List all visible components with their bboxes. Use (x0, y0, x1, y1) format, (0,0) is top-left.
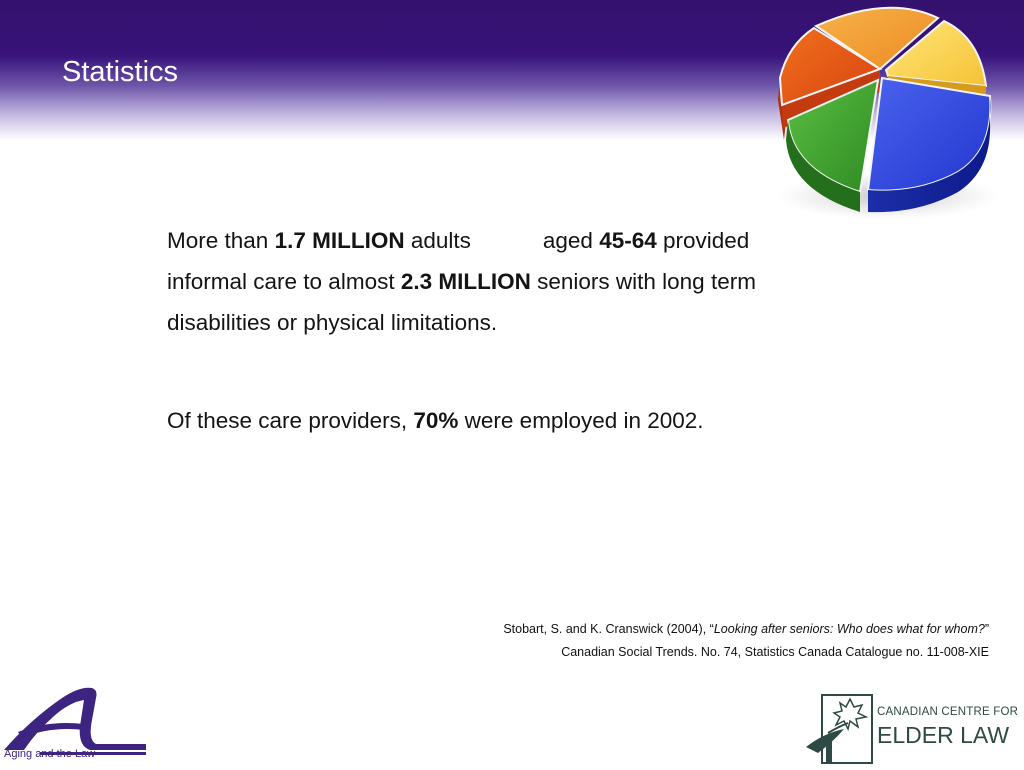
text-segment: adults (404, 228, 471, 253)
paragraph-caregivers (167, 220, 827, 343)
citation-quote-close: ” (984, 622, 989, 636)
stat-age-range: 45-64 (599, 228, 657, 253)
citation-line-2: Canadian Social Trends. No. 74, Statistics Canada Catalogue no. 11-008-XIE (561, 645, 989, 659)
citation (503, 618, 989, 664)
ccel-logo (804, 693, 1017, 765)
pie-chart-icon (768, 0, 1004, 222)
citation-title: Looking after seniors: Who does what for whom? (713, 622, 985, 636)
stat-seniors-count: 2.3 MILLION (400, 269, 531, 294)
citation-authors: Stobart, S. and K. Cranswick (2004), “ (503, 622, 714, 636)
text-segment: aged (542, 228, 600, 253)
text-segment: provided informal care to almost (167, 228, 750, 294)
citation-line-1 (503, 618, 989, 641)
ccel-bottom-text: ELDER LAW (877, 722, 1010, 748)
text-segment: seniors with long term disabilities or physical limitations. (167, 269, 756, 335)
paragraph-employed (167, 400, 827, 441)
ccel-top-text: CANADIAN CENTRE FOR (877, 706, 1019, 718)
aging-and-the-law-caption: Aging and the Law (4, 748, 96, 760)
stat-adults-count: 1.7 MILLION (274, 228, 405, 253)
text-segment: Of these care providers, (167, 408, 414, 433)
stat-employed-percent: 70% (413, 408, 459, 433)
leaf-emblem-icon (804, 693, 874, 765)
text-segment: were employed in 2002. (458, 408, 704, 433)
text-segment: More than (167, 228, 275, 253)
body-text (167, 220, 827, 441)
slide-title: Statistics (62, 56, 179, 88)
